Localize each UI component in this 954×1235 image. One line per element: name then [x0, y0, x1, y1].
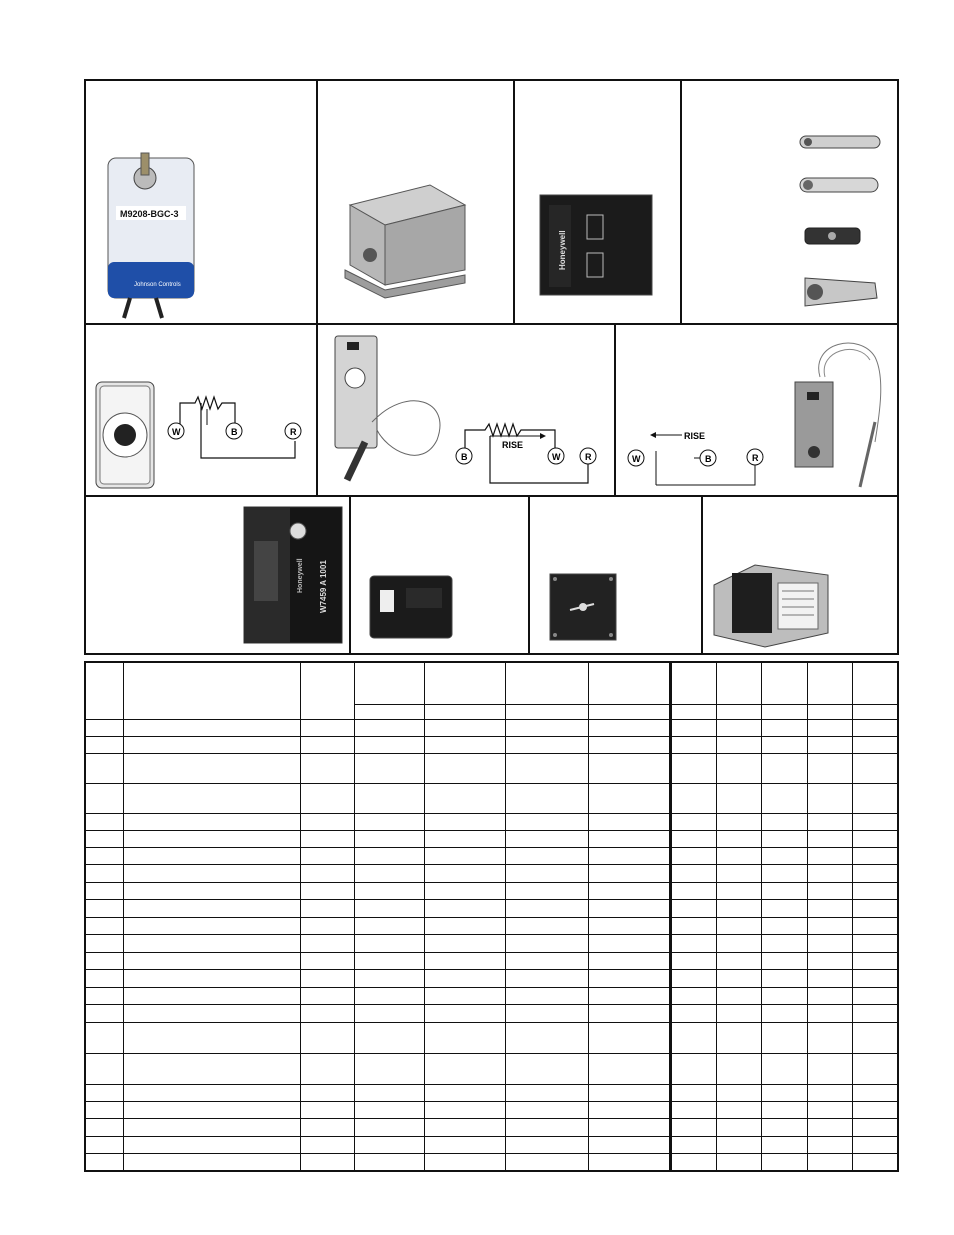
terminal-r-label-2: R	[585, 452, 592, 462]
row1-divider-3	[680, 79, 682, 325]
rise-label-1: RISE	[502, 440, 524, 450]
table-row-line	[84, 917, 899, 918]
manual-potentiometer-photo	[94, 380, 158, 492]
table-row-line	[84, 1053, 899, 1054]
image-grid-row-divider-1	[84, 323, 899, 325]
terminal-w-label: W	[172, 427, 181, 437]
row3-divider-1	[349, 495, 351, 655]
enclosure-photo	[710, 555, 830, 650]
remote-bulb-thermostat-photo	[790, 332, 890, 492]
wiring-diagram-rise-2	[622, 425, 772, 490]
table-row-line	[84, 719, 899, 720]
row1-divider-1	[316, 79, 318, 325]
row2-divider-2	[614, 323, 616, 497]
table-row-line	[84, 830, 899, 831]
table-row-line	[84, 969, 899, 970]
table-row-line	[84, 952, 899, 953]
crank-arms-photo	[795, 128, 885, 318]
table-row-line	[84, 1118, 899, 1119]
actuator-brand-text: Johnson Controls	[134, 282, 181, 288]
wiring-diagram-potentiometer	[165, 395, 310, 470]
plug-in-module-photo	[366, 570, 456, 645]
honeywell-module-photo	[535, 185, 660, 300]
terminal-w-label-2: W	[552, 452, 561, 462]
terminal-r-label-3: R	[752, 453, 759, 463]
wiring-diagram-rise	[450, 420, 600, 492]
remote-bulb-controller-photo	[327, 330, 457, 490]
row3-divider-3	[701, 495, 703, 655]
image-grid-row-divider-2	[84, 495, 899, 497]
table-row-line	[84, 987, 899, 988]
table-row-line	[84, 1004, 899, 1005]
electronic-module-brand: Honeywell	[297, 558, 304, 593]
table-row-line	[84, 899, 899, 900]
terminal-b-label-3: B	[705, 454, 712, 464]
terminal-b-label: B	[231, 427, 238, 437]
row3-divider-2	[528, 495, 530, 655]
electronic-module-code: W7459 A 1001	[319, 560, 328, 613]
table-row-line	[84, 882, 899, 883]
terminal-r-label: R	[290, 427, 297, 437]
table-row-line	[84, 813, 899, 814]
table-row-line	[84, 753, 899, 754]
electronic-module-photo	[232, 503, 347, 648]
table-row-line	[84, 1153, 899, 1154]
table-row-line	[84, 736, 899, 737]
rise-label-2: RISE	[684, 431, 706, 441]
modutrol-motor-photo	[340, 175, 470, 305]
table-header-subline	[354, 704, 899, 705]
terminal-b-label-2: B	[461, 452, 468, 462]
table-row-line	[84, 864, 899, 865]
table-row-line	[84, 934, 899, 935]
actuator-model-text: M9208-BGC-3	[120, 209, 179, 219]
honeywell-module-brand: Honeywell	[558, 230, 567, 270]
table-row-line	[84, 1084, 899, 1085]
table-row-line	[84, 1101, 899, 1102]
table-row-line	[84, 847, 899, 848]
mounting-plate-photo	[548, 572, 618, 642]
actuator-photo	[100, 150, 200, 320]
row1-divider-2	[513, 79, 515, 325]
terminal-w-label-3: W	[632, 454, 641, 464]
table-row-line	[84, 1022, 899, 1023]
table-row-line	[84, 783, 899, 784]
table-row-line	[84, 1136, 899, 1137]
row2-divider-1	[316, 323, 318, 497]
